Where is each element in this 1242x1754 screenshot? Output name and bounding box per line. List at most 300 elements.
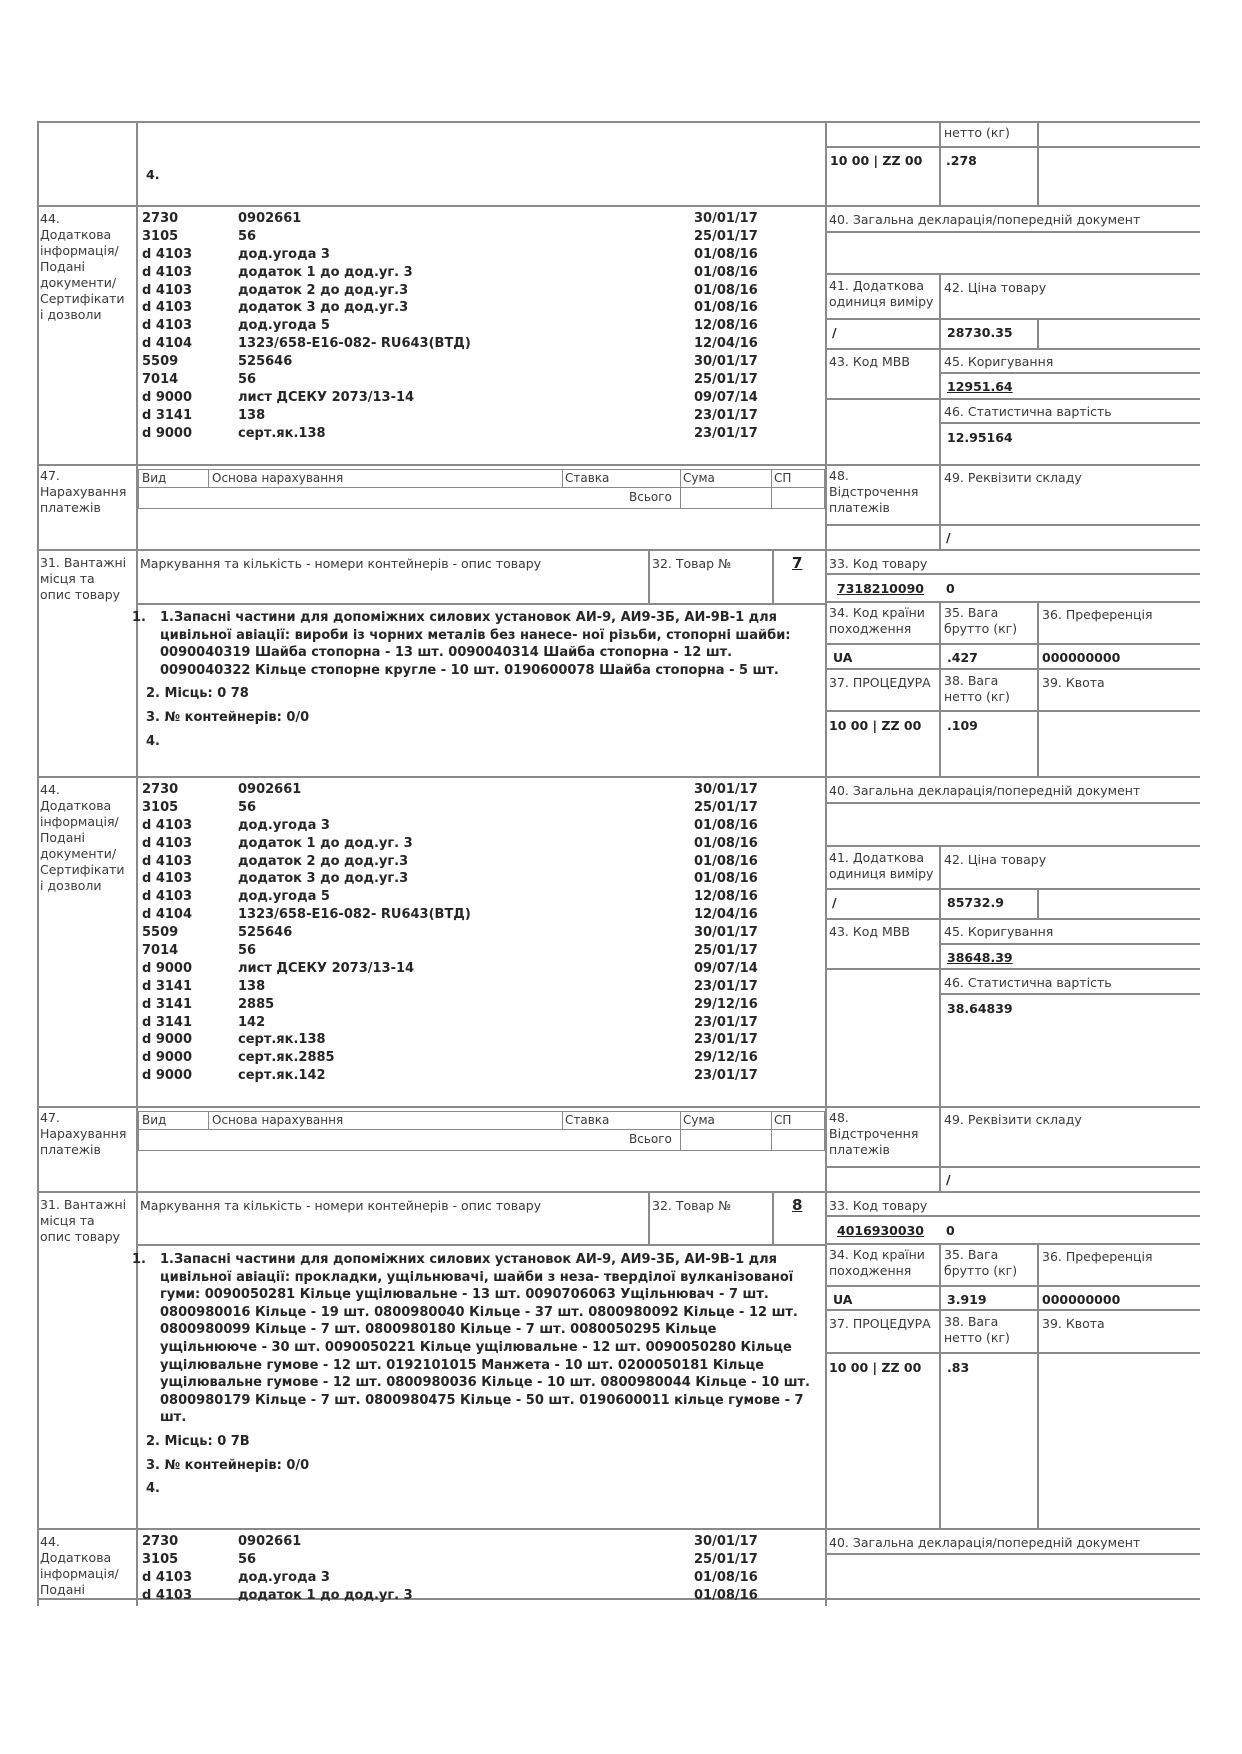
doc-row xyxy=(142,318,812,336)
label-line: місця та xyxy=(40,571,95,586)
doc-row xyxy=(142,907,812,925)
label-line: Відстрочення xyxy=(829,484,919,499)
label-line: місця та xyxy=(40,1213,95,1228)
doc-number: 0902661 xyxy=(238,1534,302,1549)
desc-places: 2. Місць: 0 7В xyxy=(146,1433,250,1449)
doc-code: d 9000 xyxy=(142,1032,193,1048)
doc-code: 7014 xyxy=(142,943,179,959)
box46-label: 46. Статистична вартість xyxy=(944,404,1112,419)
doc-date: 23/01/17 xyxy=(694,407,758,423)
doc-number: дод.угода 3 xyxy=(238,1569,330,1585)
label-line: інформація/ xyxy=(40,1566,119,1581)
doc-date: 25/01/17 xyxy=(694,372,758,388)
doc-code: d 4103 xyxy=(142,889,193,905)
item-number: 7 xyxy=(792,554,803,572)
doc-row xyxy=(142,1588,812,1606)
label-line: Додаткова xyxy=(40,1550,112,1565)
doc-number: 56 xyxy=(238,1551,257,1567)
doc-number: 56 xyxy=(238,372,257,388)
rule xyxy=(648,1191,650,1245)
col-type: Вид xyxy=(142,1113,167,1127)
doc-date: 01/08/16 xyxy=(694,1569,758,1585)
doc-row xyxy=(142,354,812,372)
label-line: Подані xyxy=(40,830,85,845)
box33-label: 33. Код товару xyxy=(829,556,928,571)
rule xyxy=(825,888,1200,890)
box37-label: 37. ПРОЦЕДУРА xyxy=(829,675,931,690)
rule xyxy=(825,802,1200,804)
rule xyxy=(825,318,1200,320)
box34-label xyxy=(829,605,925,637)
docs-list-a xyxy=(142,211,812,444)
price-value: 85732.9 xyxy=(947,895,1004,910)
desc-item-1: 1. 1.Запасні частини для допоміжних силових установок АИ-9, АИ9-3Б, АИ-9В-1 для цивільної авіації: прокладки, ущільнювачі, шайби з неза- тверділої вулканізованої гуми: 0090050281 Кільце ущілювальне - 13 шт. 0090706063 Ущільнювач - 7 шт. 0800980016 Кільце - 19 шт. 0800980040 Кільце - 37 шт. 0800980092 Кільце - 12 шт. 0800980099 Кільце - 7 шт. 0800980180 Кільце - 7 шт. 0080050295 Кільце ущільнююче - 30 шт. 0090050221 Кільце ущілювальне - 12 шт. 0090050280 Кільце ущілювальне гумове - 12 шт. 0192101015 Манжета - 10 шт. 0200050181 Кільце ущілювальне гумове - 12 шт. 0800980036 Кільце - 10 шт. 0800980044 Кільце - 10 шт. 0800980179 Кільце - 7 шт. 0800980475 Кільце - 50 шт. 0190600011 кільце гумове - 7 шт. xyxy=(132,1252,810,1426)
box32-label: 32. Товар № xyxy=(652,556,732,571)
doc-code: 3105 xyxy=(142,228,179,244)
box45-label: 45. Коригування xyxy=(944,924,1054,939)
goods-description xyxy=(132,1251,811,1504)
doc-number: 1323/658-E16-082- RU643(ВТД) xyxy=(238,336,471,352)
procedure-value: 10 00 | ZZ 00 xyxy=(830,153,923,168)
doc-date: 23/01/17 xyxy=(694,1068,758,1084)
item-number: 8 xyxy=(792,1196,803,1214)
rule xyxy=(939,464,941,550)
rule xyxy=(939,993,1200,995)
rule xyxy=(939,845,941,1107)
label-line: 41. Додаткова xyxy=(829,850,925,865)
doc-code: d 4103 xyxy=(142,817,193,833)
doc-number: дод.угода 5 xyxy=(238,889,330,905)
doc-code: d 9000 xyxy=(142,960,193,976)
label-line: Подані xyxy=(40,259,85,274)
doc-code: d 4104 xyxy=(142,336,193,352)
rule xyxy=(825,1243,1200,1245)
col-rate: Ставка xyxy=(565,471,610,485)
doc-date: 30/01/17 xyxy=(694,354,758,370)
label-line: 34. Код країни xyxy=(829,605,925,620)
doc-code: d 3141 xyxy=(142,978,193,994)
label-line: 44. xyxy=(40,782,60,797)
box49-value: / xyxy=(946,530,951,545)
desc-containers: 3. № контейнерів: 0/0 xyxy=(146,709,310,725)
doc-date: 12/08/16 xyxy=(694,889,758,905)
label-line: Нарахування xyxy=(40,1126,127,1141)
doc-date: 29/12/16 xyxy=(694,1050,758,1066)
box44-label xyxy=(40,782,125,894)
doc-number: 142 xyxy=(238,1014,266,1030)
box31-header: Маркування та кількість - номери контейнерів - опис товару xyxy=(140,1198,542,1213)
doc-code: d 4103 xyxy=(142,1569,193,1585)
label-line: 48. xyxy=(829,468,849,483)
doc-number: 0902661 xyxy=(238,211,302,226)
netto-value: .109 xyxy=(947,718,978,733)
box49-value: / xyxy=(946,1172,951,1187)
box43-label: 43. Код МВВ xyxy=(829,924,910,939)
doc-date: 23/01/17 xyxy=(694,1032,758,1048)
doc-code: d 3141 xyxy=(142,407,193,423)
doc-code: 5509 xyxy=(142,925,179,941)
doc-code: d 9000 xyxy=(142,1068,193,1084)
doc-date: 25/01/17 xyxy=(694,943,758,959)
doc-date: 01/08/16 xyxy=(694,246,758,262)
doc-code: 3105 xyxy=(142,799,179,815)
doc-code: d 4103 xyxy=(142,853,193,869)
box33-label: 33. Код товару xyxy=(829,1198,928,1213)
payments-table xyxy=(138,1111,825,1151)
box41-value: / xyxy=(832,325,837,340)
label-line: 31. Вантажні xyxy=(40,555,127,570)
desc-places: 2. Місць: 0 78 xyxy=(146,686,249,702)
col-type: Вид xyxy=(142,471,167,485)
rule xyxy=(939,422,1200,424)
doc-date: 23/01/17 xyxy=(694,425,758,441)
label-line: Додаткова xyxy=(40,798,112,813)
doc-number: 525646 xyxy=(238,925,293,941)
rule xyxy=(771,470,772,508)
stat-value: 38.64839 xyxy=(947,1001,1013,1016)
description-text: 1.Запасні частини для допоміжних силових установок АИ-9, АИ9-3Б, АИ-9В-1 для цивільної авіації: вироби із чорних металів без нанесе- ної різьби, стопорні шайби: 0090040319 Шайба стопорна - 13 шт. 0090040314 Шайба стопорна - 12 шт. 0090040322 Кільце стопорне кругле - 10 шт. 0190600078 Шайба стопорна - 5 шт. xyxy=(160,610,791,678)
doc-row xyxy=(142,889,812,907)
doc-code: d 4103 xyxy=(142,300,193,316)
rule xyxy=(37,1106,1200,1108)
rule xyxy=(562,470,563,487)
doc-date: 09/07/14 xyxy=(694,960,758,976)
rule xyxy=(37,121,1200,123)
label-line: Додаткова xyxy=(40,227,112,242)
doc-row xyxy=(142,1050,812,1068)
rule xyxy=(136,1244,825,1246)
label-line: 34. Код країни xyxy=(829,1247,925,1262)
rule xyxy=(825,918,1200,920)
doc-number: 56 xyxy=(238,943,257,959)
hs-code: 7318210090 xyxy=(837,581,924,596)
doc-row xyxy=(142,1552,812,1570)
doc-date: 12/08/16 xyxy=(694,318,758,334)
doc-row xyxy=(142,1068,812,1086)
rule xyxy=(939,943,1200,945)
rule xyxy=(825,273,1200,275)
doc-row xyxy=(142,818,812,836)
doc-date: 01/08/16 xyxy=(694,264,758,280)
col-sp: СП xyxy=(774,471,792,485)
doc-row xyxy=(142,372,812,390)
docs-list-item7 xyxy=(142,782,812,1086)
box49-label: 49. Реквізити складу xyxy=(944,1112,1082,1127)
price-value: 28730.35 xyxy=(947,325,1013,340)
doc-date: 01/08/16 xyxy=(694,282,758,298)
label-line: Сертифікати xyxy=(40,291,125,306)
label-line: 31. Вантажні xyxy=(40,1197,127,1212)
box31-label xyxy=(40,555,126,603)
doc-date: 25/01/17 xyxy=(694,228,758,244)
doc-number: 525646 xyxy=(238,354,293,370)
rule xyxy=(825,1285,1200,1287)
doc-number: 138 xyxy=(238,407,266,423)
doc-code: d 4103 xyxy=(142,264,193,280)
label-line: походження xyxy=(829,1263,912,1278)
rule xyxy=(825,348,1200,350)
box42-label: 42. Ціна товару xyxy=(944,852,1047,867)
doc-date: 01/08/16 xyxy=(694,817,758,833)
docs-list-item8 xyxy=(142,1534,812,1606)
label-line: платежів xyxy=(40,1142,101,1157)
label-line: брутто (кг) xyxy=(944,1263,1018,1278)
doc-date: 25/01/17 xyxy=(694,1551,758,1567)
doc-date: 23/01/17 xyxy=(694,978,758,994)
doc-number: серт.як.138 xyxy=(238,1032,326,1048)
doc-row xyxy=(142,997,812,1015)
doc-date: 01/08/16 xyxy=(694,835,758,851)
doc-row xyxy=(142,925,812,943)
preference: 000000000 xyxy=(1042,650,1121,665)
label-line: інформація/ xyxy=(40,243,119,258)
col-basis: Основа нарахування xyxy=(212,471,344,485)
rule xyxy=(208,470,209,487)
rule xyxy=(37,1528,1200,1530)
item-line-4: 4. xyxy=(146,167,160,182)
doc-row xyxy=(142,229,812,247)
rule xyxy=(825,710,1200,712)
box32-label: 32. Товар № xyxy=(652,1198,732,1213)
box48-label xyxy=(829,468,918,516)
doc-row xyxy=(142,871,812,889)
label-line: 44. xyxy=(40,1534,60,1549)
doc-row xyxy=(142,426,812,444)
label-line: платежів xyxy=(829,500,890,515)
doc-number: лист ДСЕКУ 2073/13-14 xyxy=(238,389,415,405)
desc-line4: 4. xyxy=(146,733,160,749)
doc-row xyxy=(142,943,812,961)
label-line: платежів xyxy=(829,1142,890,1157)
box35-label xyxy=(944,605,1017,637)
label-line: нетто (кг) xyxy=(944,1330,1010,1345)
box39-label: 39. Квота xyxy=(1042,1316,1105,1331)
rule xyxy=(37,1191,1200,1193)
rule xyxy=(825,1309,1200,1311)
box49-label: 49. Реквізити складу xyxy=(944,470,1082,485)
doc-code: d 4103 xyxy=(142,871,193,887)
box41-label xyxy=(829,278,933,310)
doc-number: лист ДСЕКУ 2073/13-14 xyxy=(238,960,415,976)
box35-label xyxy=(944,1247,1017,1279)
doc-row xyxy=(142,800,812,818)
rule xyxy=(208,1112,209,1129)
doc-row xyxy=(142,283,812,301)
box39-label: 39. Квота xyxy=(1042,675,1105,690)
rule xyxy=(825,643,1200,645)
doc-row xyxy=(142,979,812,997)
rule xyxy=(825,1215,1200,1217)
rule xyxy=(562,1112,563,1129)
box34-label xyxy=(829,1247,925,1279)
rule xyxy=(825,524,1200,526)
box31-label xyxy=(40,1197,126,1245)
rule xyxy=(139,487,824,488)
doc-code: d 9000 xyxy=(142,425,193,441)
rule xyxy=(136,603,825,605)
rule xyxy=(37,205,1200,207)
goods-description xyxy=(132,609,811,756)
doc-date: 01/08/16 xyxy=(694,1587,758,1603)
doc-date: 01/08/16 xyxy=(694,300,758,316)
doc-number: серт.як.138 xyxy=(238,425,326,441)
doc-number: 56 xyxy=(238,799,257,815)
col-rate: Ставка xyxy=(565,1113,610,1127)
label-line: 38. Вага xyxy=(944,1314,999,1329)
doc-row xyxy=(142,836,812,854)
doc-row xyxy=(142,390,812,408)
payments-table xyxy=(138,469,825,509)
box41-value: / xyxy=(832,895,837,910)
label-line: нетто (кг) xyxy=(944,689,1010,704)
box36-label: 36. Преференція xyxy=(1042,1249,1153,1264)
label-line: 41. Додаткова xyxy=(829,278,925,293)
doc-code: d 9000 xyxy=(142,1050,193,1066)
label-line: 48. xyxy=(829,1110,849,1125)
doc-row xyxy=(142,300,812,318)
label-line: Сертифікати xyxy=(40,862,125,877)
gross-weight: 3.919 xyxy=(947,1292,987,1307)
rule xyxy=(37,464,1200,466)
rule xyxy=(825,398,1200,400)
doc-date: 09/07/14 xyxy=(694,389,758,405)
rule xyxy=(939,601,941,776)
doc-code: d 4103 xyxy=(142,1587,193,1603)
gross-weight: .427 xyxy=(947,650,978,665)
box48-label xyxy=(829,1110,918,1158)
box31-header: Маркування та кількість - номери контейнерів - опис товару xyxy=(140,556,542,571)
col-sp: СП xyxy=(774,1113,792,1127)
label-line: опис товару xyxy=(40,587,121,602)
rule xyxy=(825,668,1200,670)
doc-row xyxy=(142,265,812,283)
box41-label xyxy=(829,850,933,882)
doc-code: d 4104 xyxy=(142,907,193,923)
doc-row xyxy=(142,961,812,979)
label-line: 38. Вага xyxy=(944,673,999,688)
doc-date: 30/01/17 xyxy=(694,1534,758,1549)
box38-label xyxy=(944,673,1010,705)
rule xyxy=(37,549,1200,551)
doc-row xyxy=(142,1015,812,1033)
desc-item-1: 1. 1.Запасні частини для допоміжних силових установок АИ-9, АИ9-3Б, АИ-9В-1 для цивільної авіації: вироби із чорних металів без нанесе- ної різьби, стопорні шайби: 0090040319 Шайба стопорна - 13 шт. 0090040314 Шайба стопорна - 12 шт. 0090040322 Кільце стопорне кругле - 10 шт. 0190600078 Шайба стопорна - 5 шт. xyxy=(132,610,791,678)
label-line: Відстрочення xyxy=(829,1126,919,1141)
frame-left xyxy=(37,121,39,1606)
hs-suffix: 0 xyxy=(946,1223,955,1238)
box44-label xyxy=(40,1534,119,1598)
doc-number: 0902661 xyxy=(238,782,302,797)
label-line: і дозволи xyxy=(40,307,102,322)
desc-line4: 4. xyxy=(146,1481,160,1497)
country-code: UA xyxy=(833,650,853,665)
label-line: брутто (кг) xyxy=(944,621,1018,636)
doc-code: 2730 xyxy=(142,782,179,797)
doc-number: серт.як.142 xyxy=(238,1068,326,1084)
rule xyxy=(825,1352,1200,1354)
label-line: 35. Вага xyxy=(944,1247,999,1262)
doc-number: 56 xyxy=(238,228,257,244)
doc-date: 23/01/17 xyxy=(694,1014,758,1030)
label-line: 47. xyxy=(40,468,60,483)
label-line: Нарахування xyxy=(40,484,127,499)
rule xyxy=(825,601,1200,603)
procedure-value: 10 00 | ZZ 00 xyxy=(829,718,922,733)
doc-number: дод.угода 3 xyxy=(238,246,330,262)
rule xyxy=(680,470,681,508)
rule xyxy=(648,549,650,603)
doc-row xyxy=(142,1032,812,1050)
doc-number: додаток 3 до дод.уг.3 xyxy=(238,300,409,316)
doc-code: d 4103 xyxy=(142,282,193,298)
description-text: 1.Запасні частини для допоміжних силових установок АИ-9, АИ9-3Б, АИ-9В-1 для цивільної авіації: прокладки, ущільнювачі, шайби з неза- тверділої вулканізованої гуми: 0090050281 Кільце ущілювальне - 13 шт. 0090706063 Ущільнювач - 7 шт. 0800980016 Кільце - 19 шт. 0800980040 Кільце - 37 шт. 0800980092 Кільце - 12 шт. 0800980099 Кільце - 7 шт. 0800980180 Кільце - 7 шт. 0080050295 Кільце ущільнююче - 30 шт. 0090050221 Кільце ущілювальне - 12 шт. 0090050280 Кільце ущілювальне гумове - 12 шт. 0192101015 Манжета - 10 шт. 0200050181 Кільце ущілювальне гумове - 12 шт. 0800980036 Кільце - 10 шт. 0800980044 Кільце - 10 шт. 0800980179 Кільце - 7 шт. 0800980475 Кільце - 50 шт. 0190600011 кільце гумове - 7 шт. xyxy=(160,1252,810,1426)
rule xyxy=(139,1129,824,1130)
box47-label xyxy=(40,1110,126,1158)
rule xyxy=(825,845,1200,847)
doc-number: додаток 2 до дод.уг.3 xyxy=(238,853,409,869)
frame-col1 xyxy=(136,121,138,1606)
rule xyxy=(771,1112,772,1150)
label-line: 47. xyxy=(40,1110,60,1125)
doc-row xyxy=(142,854,812,872)
netto-value: .83 xyxy=(947,1360,970,1375)
doc-date: 25/01/17 xyxy=(694,799,758,815)
doc-number: дод.угода 3 xyxy=(238,817,330,833)
box47-label xyxy=(40,468,126,516)
doc-row xyxy=(142,211,812,229)
label-line: документи/ xyxy=(40,275,117,290)
label-line: опис товару xyxy=(40,1229,121,1244)
doc-row xyxy=(142,1570,812,1588)
doc-date: 12/04/16 xyxy=(694,336,758,352)
desc-containers: 3. № контейнерів: 0/0 xyxy=(146,1457,310,1473)
label-line: документи/ xyxy=(40,846,117,861)
col-sum: Сума xyxy=(683,471,715,485)
box37-label: 37. ПРОЦЕДУРА xyxy=(829,1316,931,1331)
doc-number: серт.як.2885 xyxy=(238,1050,335,1066)
doc-code: d 4103 xyxy=(142,835,193,851)
box36-label: 36. Преференція xyxy=(1042,607,1153,622)
label-line: 35. Вага xyxy=(944,605,999,620)
doc-number: 138 xyxy=(238,978,266,994)
doc-date: 12/04/16 xyxy=(694,907,758,923)
rule xyxy=(37,776,1200,778)
rule xyxy=(772,1191,774,1245)
doc-date: 01/08/16 xyxy=(694,853,758,869)
rule xyxy=(825,146,1200,148)
doc-date: 30/01/17 xyxy=(694,782,758,797)
doc-number: додаток 2 до дод.уг.3 xyxy=(238,282,409,298)
procedure-value: 10 00 | ZZ 00 xyxy=(829,1360,922,1375)
box40-label: 40. Загальна декларація/попередній документ xyxy=(829,783,1141,798)
label-line: походження xyxy=(829,621,912,636)
doc-date: 29/12/16 xyxy=(694,996,758,1012)
doc-date: 30/01/17 xyxy=(694,211,758,226)
box43-label: 43. Код МВВ xyxy=(829,354,910,369)
doc-code: 2730 xyxy=(142,211,179,226)
doc-date: 30/01/17 xyxy=(694,925,758,941)
label-line: платежів xyxy=(40,500,101,515)
box38-label xyxy=(944,1314,1010,1346)
doc-number: додаток 1 до дод.уг. 3 xyxy=(238,1587,413,1603)
col-basis: Основа нарахування xyxy=(212,1113,344,1127)
doc-code: 7014 xyxy=(142,372,179,388)
frame-col-right xyxy=(825,121,827,1606)
label-line: Подані xyxy=(40,1582,85,1597)
rule xyxy=(825,1553,1200,1555)
adjustment-value: 12951.64 xyxy=(947,379,1013,394)
doc-row xyxy=(142,408,812,426)
preference: 000000000 xyxy=(1042,1292,1121,1307)
